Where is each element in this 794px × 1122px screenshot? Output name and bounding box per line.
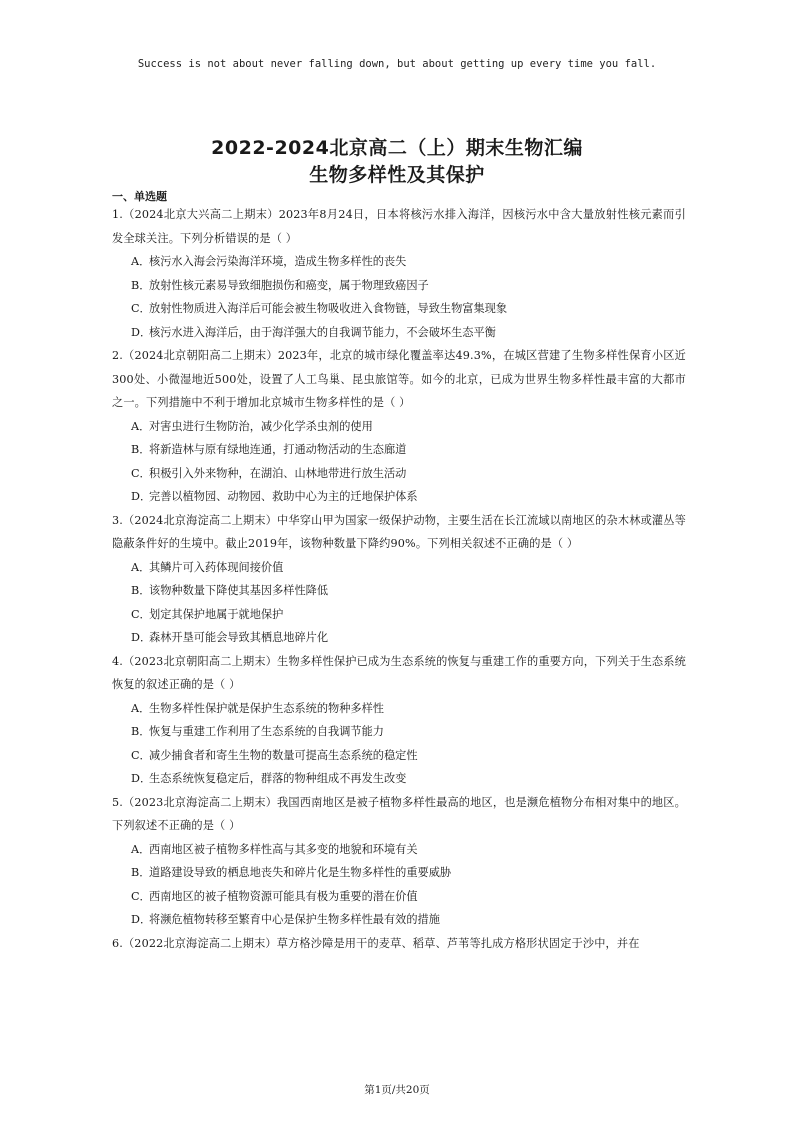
option-c [131,462,686,486]
option-text: 森林开垦可能会导致其栖息地碎片化 [149,631,329,644]
option-label: D． [131,772,152,785]
option-d [131,767,686,791]
option-a [131,838,686,862]
option-label: A． [131,842,151,856]
question-list [112,203,686,955]
option-text: 西南地区被子植物多样性高与其多变的地貌和环境有关 [149,842,418,856]
option-label: A． [131,255,151,268]
question-6 [112,932,686,956]
option-text: 划定其保护地属于就地保护 [149,607,284,621]
option-text: 道路建设导致的栖息地丧失和碎片化是生物多样性的重要威胁 [149,866,452,879]
option-text: 核污水入海会污染海洋环境，造成生物多样性的丧失 [149,255,407,268]
question-stem: 1.（2024北京大兴高二上期末）2023年8月24日，日本将核污水排入海洋，因核污水中含大量放射性核元素而引发全球关注。下列分析错误的是（ ） [112,208,686,245]
option-a [131,556,686,580]
question-stem: 3.（2024北京海淀高二上期末）中华穿山甲为国家一级保护动物，主要生活在长江流域以南地区的杂木林或灌丛等隐蔽条件好的生境中。截止2019年，该物种数量下降约90%。下列相关叙述不正确的是（ ） [112,513,686,550]
option-b [131,861,686,885]
option-d [131,626,686,650]
option-label: C． [131,889,151,903]
option-label: D． [131,490,152,503]
option-c [131,297,686,321]
option-label: D． [131,631,152,644]
option-b [131,438,686,462]
option-label: C． [131,302,151,315]
option-text: 减少捕食者和寄生生物的数量可提高生态系统的稳定性 [149,748,418,762]
option-label: B． [131,443,151,456]
section-heading: 一、单选题 [112,190,167,203]
document-title: 2022-2024北京高二（上）期末生物汇编 [211,137,583,159]
option-text: 恢复与重建工作利用了生态系统的自我调节能力 [149,725,384,738]
option-text: 积极引入外来物种，在湖泊、山林地带进行放生活动 [149,466,407,480]
option-b [131,720,686,744]
question-stem: 5.（2023北京海淀高二上期末）我国西南地区是被子植物多样性最高的地区，也是濒危植物分布相对集中的地区。下列叙述不正确的是（ ） [112,795,686,832]
question-stem: 2.（2024北京朝阳高二上期末）2023年，北京的城市绿化覆盖率达49.3%，在城区营建了生物多样性保育小区近300处、小微湿地近500处，设置了人工鸟巢、昆虫旅馆等。如今的北京，已成为世界生物多样性最丰富的大都市之一。下列措施中不利于增加北京城市生物多样性的是（ ） [112,349,686,409]
option-b [131,274,686,298]
option-c [131,603,686,627]
option-d [131,321,686,345]
option-text: 生物多样性保护就是保护生态系统的物种多样性 [149,701,384,715]
option-label: C． [131,466,151,480]
option-label: B． [131,725,151,738]
option-label: C． [131,607,151,621]
option-d [131,908,686,932]
option-label: B． [131,866,151,879]
option-text: 西南地区的被子植物资源可能具有极为重要的潜在价值 [149,889,418,903]
option-text: 对害虫进行生物防治，减少化学杀虫剂的使用 [149,419,373,433]
option-text: 将新造林与原有绿地连通，打通动物活动的生态廊道 [149,443,407,456]
question-1 [112,203,686,344]
option-text: 核污水进入海洋后，由于海洋强大的自我调节能力，不会破坏生态平衡 [149,325,496,339]
question-4 [112,650,686,791]
question-stem: 4.（2023北京朝阳高二上期末）生物多样性保护已成为生态系统的恢复与重建工作的重要方向，下列关于生态系统恢复的叙述正确的是（ ） [112,654,686,691]
option-text: 该物种数量下降使其基因多样性降低 [149,584,329,597]
option-c [131,744,686,768]
question-stem: 6.（2022北京海淀高二上期末）草方格沙障是用干的麦草、稻草、芦苇等扎成方格形状固定于沙中，并在 [112,936,640,950]
question-5 [112,791,686,932]
option-label: B． [131,278,151,292]
option-a [131,250,686,274]
option-b [131,579,686,603]
option-text: 生态系统恢复稳定后，群落的物种组成不再发生改变 [149,772,407,785]
option-label: A． [131,419,151,433]
page-number: 第1页/共20页 [364,1084,430,1096]
option-label: D． [131,913,152,926]
option-a [131,697,686,721]
document-subtitle: 生物多样性及其保护 [309,164,485,186]
option-label: A． [131,560,151,574]
option-text: 其鳞片可入药体现间接价值 [149,560,284,574]
option-text: 完善以植物园、动物园、救助中心为主的迁地保护体系 [149,490,418,503]
option-text: 将濒危植物转移至繁育中心是保护生物多样性最有效的措施 [149,913,440,926]
option-a [131,415,686,439]
option-d [131,485,686,509]
option-label: C． [131,748,151,762]
option-text: 放射性核元素易导致细胞损伤和癌变，属于物理致癌因子 [149,278,429,292]
option-label: D． [131,325,152,339]
question-2 [112,344,686,509]
question-3 [112,509,686,650]
option-c [131,885,686,909]
header-quote: Success is not about never falling down, but about getting up every time you fall. [137,58,657,70]
option-label: B． [131,584,151,597]
option-text: 放射性物质进入海洋后可能会被生物吸收进入食物链，导致生物富集现象 [149,302,508,315]
option-label: A． [131,701,151,715]
